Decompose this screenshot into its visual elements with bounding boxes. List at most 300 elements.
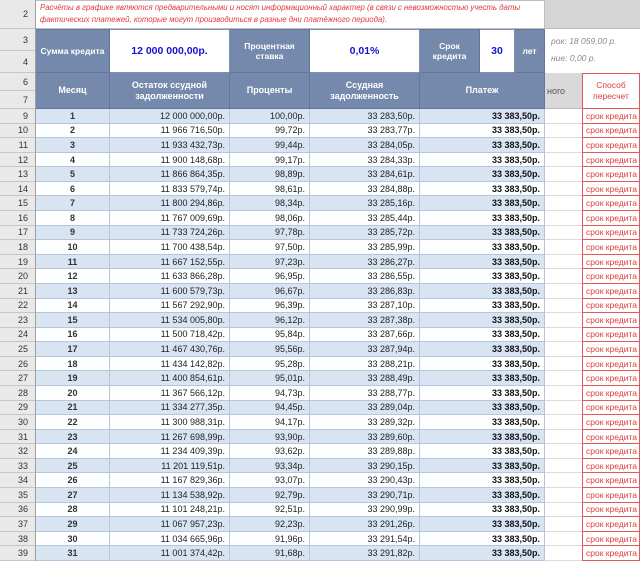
payment-cell[interactable]: 33 383,50р. — [420, 517, 545, 532]
interest-cell[interactable]: 99,72р. — [230, 124, 310, 139]
row-number[interactable]: 7 — [0, 91, 35, 109]
row-number[interactable]: 39 — [0, 546, 35, 561]
interest-cell[interactable]: 98,89р. — [230, 167, 310, 182]
row-number[interactable]: 31 — [0, 430, 35, 445]
principal-cell[interactable]: 33 289,60р. — [310, 430, 420, 445]
row-number[interactable]: 18 — [0, 240, 35, 255]
balance-cell[interactable]: 11 600 579,73р. — [110, 284, 230, 299]
table-row — [36, 240, 640, 255]
spacer-cell[interactable] — [545, 342, 582, 357]
row-number[interactable]: 38 — [0, 532, 35, 547]
loan-term-value[interactable]: 30 — [480, 29, 515, 73]
column-header-interest[interactable]: Проценты — [230, 73, 310, 109]
balance-cell[interactable]: 11 434 142,82р. — [110, 357, 230, 372]
payment-cell[interactable]: 33 383,50р. — [420, 328, 545, 343]
balance-cell[interactable]: 11 500 718,42р. — [110, 328, 230, 343]
row-number[interactable]: 11 — [0, 138, 35, 153]
principal-cell[interactable]: 33 285,99р. — [310, 240, 420, 255]
spacer-cell[interactable] — [545, 503, 582, 518]
month-cell[interactable]: 18 — [36, 357, 110, 372]
row-number[interactable]: 19 — [0, 255, 35, 270]
spacer-cell[interactable] — [545, 488, 582, 503]
month-cell[interactable]: 16 — [36, 328, 110, 343]
payment-cell[interactable]: 33 383,50р. — [420, 546, 545, 561]
month-cell[interactable]: 23 — [36, 430, 110, 445]
row-number[interactable]: 9 — [0, 109, 35, 124]
column-header-payment[interactable]: Платеж — [420, 73, 545, 109]
principal-cell[interactable]: 33 290,43р. — [310, 473, 420, 488]
recalc-method-cell[interactable]: срок кредита — [582, 459, 640, 474]
month-cell[interactable]: 1 — [36, 109, 110, 124]
row-number[interactable]: 27 — [0, 371, 35, 386]
payment-cell[interactable]: 33 383,50р. — [420, 386, 545, 401]
spacer-cell[interactable] — [545, 284, 582, 299]
recalc-method-cell[interactable]: срок кредита — [582, 138, 640, 153]
table-row — [36, 488, 640, 503]
month-cell[interactable]: 30 — [36, 532, 110, 547]
row-number[interactable]: 15 — [0, 196, 35, 211]
recalc-method-cell[interactable]: срок кредита — [582, 182, 640, 197]
principal-cell[interactable]: 33 288,77р. — [310, 386, 420, 401]
interest-cell[interactable]: 95,84р. — [230, 328, 310, 343]
recalc-method-cell[interactable]: срок кредита — [582, 401, 640, 416]
payment-cell[interactable]: 33 383,50р. — [420, 299, 545, 314]
spacer-cell[interactable] — [545, 473, 582, 488]
spacer-cell[interactable] — [545, 517, 582, 532]
side-summary-line1: рок: 18 059,00 р. — [551, 36, 617, 46]
interest-cell[interactable]: 96,12р. — [230, 313, 310, 328]
spacer-cell[interactable] — [545, 255, 582, 270]
recalc-method-cell[interactable]: срок кредита — [582, 284, 640, 299]
recalc-method-cell[interactable]: срок кредита — [582, 444, 640, 459]
table-row — [36, 444, 640, 459]
interest-cell[interactable]: 92,23р. — [230, 517, 310, 532]
spacer-cell[interactable] — [545, 357, 582, 372]
column-header-principal[interactable]: Ссудная задолженность — [310, 73, 420, 109]
balance-cell[interactable]: 11 534 005,80р. — [110, 313, 230, 328]
payment-cell[interactable]: 33 383,50р. — [420, 226, 545, 241]
recalc-method-cell[interactable]: срок кредита — [582, 546, 640, 561]
recalc-method-cell[interactable]: срок кредита — [582, 328, 640, 343]
balance-cell[interactable]: 11 966 716,50р. — [110, 124, 230, 139]
loan-term-unit[interactable]: лет — [515, 29, 545, 73]
recalc-method-cell[interactable]: срок кредита — [582, 357, 640, 372]
interest-cell[interactable]: 96,95р. — [230, 269, 310, 284]
row-number[interactable]: 25 — [0, 342, 35, 357]
table-row — [36, 153, 640, 168]
recalc-method-cell[interactable]: срок кредита — [582, 473, 640, 488]
disclaimer-note[interactable]: Расчёты в графике являются предварительными и носят информационный характер (в связи с невозможностью учесть даты фактических платежей, которые могут производиться в разные дни платёжного периода). — [36, 0, 545, 29]
month-cell[interactable]: 26 — [36, 473, 110, 488]
spacer-cell[interactable] — [545, 153, 582, 168]
balance-cell[interactable]: 11 367 566,12р. — [110, 386, 230, 401]
interest-cell[interactable]: 93,90р. — [230, 430, 310, 445]
month-cell[interactable]: 19 — [36, 371, 110, 386]
table-row — [36, 473, 640, 488]
spacer-cell[interactable] — [545, 196, 582, 211]
recalc-method-cell[interactable]: срок кредита — [582, 503, 640, 518]
principal-cell[interactable]: 33 287,66р. — [310, 328, 420, 343]
recalc-method-cell[interactable]: срок кредита — [582, 226, 640, 241]
row-header-gutter — [0, 0, 36, 561]
spacer-cell[interactable] — [545, 546, 582, 561]
payment-cell[interactable]: 33 383,50р. — [420, 342, 545, 357]
loan-sum-label[interactable]: Сумма кредита — [36, 29, 110, 73]
table-row — [36, 109, 640, 124]
column-header-month[interactable]: Месяц — [36, 73, 110, 109]
balance-cell[interactable]: 11 267 698,99р. — [110, 430, 230, 445]
table-row — [36, 255, 640, 270]
month-cell[interactable]: 31 — [36, 546, 110, 561]
spacer-cell[interactable] — [545, 532, 582, 547]
balance-cell[interactable]: 11 700 438,54р. — [110, 240, 230, 255]
spacer-cell[interactable] — [545, 226, 582, 241]
spacer-cell[interactable] — [545, 328, 582, 343]
interest-cell[interactable]: 95,01р. — [230, 371, 310, 386]
row-number[interactable]: 2 — [0, 0, 35, 29]
column-header-balance[interactable]: Остаток ссудной задолженности — [110, 73, 230, 109]
row-number[interactable]: 13 — [0, 167, 35, 182]
interest-rate-label[interactable]: Процентная ставка — [230, 29, 310, 73]
table-row — [36, 313, 640, 328]
interest-cell[interactable]: 93,34р. — [230, 459, 310, 474]
recalc-method-cell[interactable]: срок кредита — [582, 211, 640, 226]
interest-cell[interactable]: 98,34р. — [230, 196, 310, 211]
row-number[interactable]: 4 — [0, 51, 35, 73]
table-row — [36, 459, 640, 474]
month-cell[interactable]: 14 — [36, 299, 110, 314]
recalc-method-cell[interactable]: срок кредита — [582, 415, 640, 430]
spacer-cell[interactable] — [545, 299, 582, 314]
balance-cell[interactable]: 11 733 724,26р. — [110, 226, 230, 241]
column-header-recalc-method[interactable]: Способ пересчет — [582, 73, 640, 109]
row-number[interactable]: 36 — [0, 503, 35, 518]
recalc-method-cell[interactable]: срок кредита — [582, 488, 640, 503]
spacer-cell[interactable] — [545, 371, 582, 386]
table-header-row — [36, 73, 640, 109]
principal-cell[interactable]: 33 287,10р. — [310, 299, 420, 314]
recalc-method-cell[interactable]: срок кредита — [582, 196, 640, 211]
row-number[interactable]: 10 — [0, 124, 35, 139]
payment-cell[interactable]: 33 383,50р. — [420, 269, 545, 284]
row-number[interactable]: 24 — [0, 328, 35, 343]
balance-cell[interactable]: 11 467 430,76р. — [110, 342, 230, 357]
month-cell[interactable]: 20 — [36, 386, 110, 401]
payment-cell[interactable]: 33 383,50р. — [420, 488, 545, 503]
payment-cell[interactable]: 33 383,50р. — [420, 401, 545, 416]
row-number[interactable]: 37 — [0, 517, 35, 532]
interest-cell[interactable]: 93,07р. — [230, 473, 310, 488]
row-number[interactable]: 23 — [0, 313, 35, 328]
balance-cell[interactable]: 11 034 665,96р. — [110, 532, 230, 547]
interest-cell[interactable]: 96,39р. — [230, 299, 310, 314]
row-number[interactable]: 6 — [0, 73, 35, 91]
table-row — [36, 284, 640, 299]
spacer-cell[interactable] — [545, 124, 582, 139]
principal-cell[interactable]: 33 291,26р. — [310, 517, 420, 532]
row-number[interactable]: 32 — [0, 444, 35, 459]
principal-cell[interactable]: 33 291,82р. — [310, 546, 420, 561]
balance-cell[interactable]: 11 800 294,86р. — [110, 196, 230, 211]
month-cell[interactable]: 9 — [36, 226, 110, 241]
table-row — [36, 124, 640, 139]
disclaimer-row — [36, 0, 640, 29]
payment-cell[interactable]: 33 383,50р. — [420, 459, 545, 474]
principal-cell[interactable]: 33 285,44р. — [310, 211, 420, 226]
principal-cell[interactable]: 33 284,33р. — [310, 153, 420, 168]
interest-cell[interactable]: 97,23р. — [230, 255, 310, 270]
recalc-method-cell[interactable]: срок кредита — [582, 532, 640, 547]
interest-cell[interactable]: 95,28р. — [230, 357, 310, 372]
loan-term-label[interactable]: Срок кредита — [420, 29, 480, 73]
row-number[interactable]: 28 — [0, 386, 35, 401]
row-number[interactable]: 34 — [0, 473, 35, 488]
principal-cell[interactable]: 33 290,71р. — [310, 488, 420, 503]
balance-cell[interactable]: 11 866 864,35р. — [110, 167, 230, 182]
spacer-cell[interactable] — [545, 109, 582, 124]
principal-cell[interactable]: 33 285,72р. — [310, 226, 420, 241]
month-cell[interactable]: 3 — [36, 138, 110, 153]
recalc-method-cell[interactable]: срок кредита — [582, 109, 640, 124]
payment-cell[interactable]: 33 383,50р. — [420, 415, 545, 430]
payment-cell[interactable]: 33 383,50р. — [420, 124, 545, 139]
principal-cell[interactable]: 33 284,88р. — [310, 182, 420, 197]
recalc-method-cell[interactable]: срок кредита — [582, 386, 640, 401]
table-row — [36, 167, 640, 182]
interest-cell[interactable]: 92,51р. — [230, 503, 310, 518]
table-row — [36, 386, 640, 401]
table-row — [36, 401, 640, 416]
principal-cell[interactable]: 33 286,27р. — [310, 255, 420, 270]
month-cell[interactable]: 8 — [36, 211, 110, 226]
table-row — [36, 517, 640, 532]
month-cell[interactable]: 11 — [36, 255, 110, 270]
interest-cell[interactable]: 99,44р. — [230, 138, 310, 153]
balance-cell[interactable]: 11 001 374,42р. — [110, 546, 230, 561]
balance-cell[interactable]: 11 400 854,61р. — [110, 371, 230, 386]
spacer-cell[interactable] — [545, 240, 582, 255]
balance-cell[interactable]: 12 000 000,00р. — [110, 109, 230, 124]
payment-cell[interactable]: 33 383,50р. — [420, 211, 545, 226]
balance-cell[interactable]: 11 767 009,69р. — [110, 211, 230, 226]
spacer-cell[interactable] — [545, 401, 582, 416]
principal-cell[interactable]: 33 288,21р. — [310, 357, 420, 372]
recalc-method-cell[interactable]: срок кредита — [582, 299, 640, 314]
row-number[interactable]: 12 — [0, 153, 35, 168]
spacer-cell[interactable] — [545, 167, 582, 182]
column-header-partial-fragment[interactable]: ного — [545, 73, 582, 109]
recalc-method-cell[interactable]: срок кредита — [582, 517, 640, 532]
principal-cell[interactable]: 33 288,49р. — [310, 371, 420, 386]
spacer-cell[interactable] — [545, 415, 582, 430]
balance-cell[interactable]: 11 101 248,21р. — [110, 503, 230, 518]
recalc-method-cell[interactable]: срок кредита — [582, 342, 640, 357]
spacer-cell[interactable] — [545, 459, 582, 474]
balance-cell[interactable]: 11 300 988,31р. — [110, 415, 230, 430]
table-row — [36, 430, 640, 445]
recalc-method-cell[interactable]: срок кредита — [582, 124, 640, 139]
spacer-cell[interactable] — [545, 313, 582, 328]
row-number[interactable]: 21 — [0, 284, 35, 299]
balance-cell[interactable]: 11 334 277,35р. — [110, 401, 230, 416]
interest-cell[interactable]: 95,56р. — [230, 342, 310, 357]
payment-cell[interactable]: 33 383,50р. — [420, 371, 545, 386]
month-cell[interactable]: 21 — [36, 401, 110, 416]
balance-cell[interactable]: 11 067 957,23р. — [110, 517, 230, 532]
payment-cell[interactable]: 33 383,50р. — [420, 284, 545, 299]
principal-cell[interactable]: 33 285,16р. — [310, 196, 420, 211]
interest-cell[interactable]: 96,67р. — [230, 284, 310, 299]
month-cell[interactable]: 6 — [36, 182, 110, 197]
spacer-cell[interactable] — [545, 444, 582, 459]
table-row — [36, 328, 640, 343]
interest-cell[interactable]: 94,45р. — [230, 401, 310, 416]
payment-cell[interactable]: 33 383,50р. — [420, 357, 545, 372]
recalc-method-cell[interactable]: срок кредита — [582, 255, 640, 270]
principal-cell[interactable]: 33 284,05р. — [310, 138, 420, 153]
recalc-method-cell[interactable]: срок кредита — [582, 240, 640, 255]
table-row — [36, 503, 640, 518]
principal-cell[interactable]: 33 283,77р. — [310, 124, 420, 139]
interest-cell[interactable]: 100,00р. — [230, 109, 310, 124]
balance-cell[interactable]: 11 201 119,51р. — [110, 459, 230, 474]
balance-cell[interactable]: 11 900 148,68р. — [110, 153, 230, 168]
payment-cell[interactable]: 33 383,50р. — [420, 313, 545, 328]
row-number[interactable]: 22 — [0, 299, 35, 314]
payment-cell[interactable]: 33 383,50р. — [420, 153, 545, 168]
month-cell[interactable]: 24 — [36, 444, 110, 459]
table-row — [36, 357, 640, 372]
recalc-method-cell[interactable]: срок кредита — [582, 371, 640, 386]
balance-cell[interactable]: 11 134 538,92р. — [110, 488, 230, 503]
row-number[interactable]: 30 — [0, 415, 35, 430]
month-cell[interactable]: 5 — [36, 167, 110, 182]
month-cell[interactable]: 2 — [36, 124, 110, 139]
month-cell[interactable]: 15 — [36, 313, 110, 328]
interest-cell[interactable]: 91,96р. — [230, 532, 310, 547]
payment-cell[interactable]: 33 383,50р. — [420, 196, 545, 211]
table-row — [36, 546, 640, 561]
payment-cell[interactable]: 33 383,50р. — [420, 532, 545, 547]
principal-cell[interactable]: 33 291,54р. — [310, 532, 420, 547]
recalc-method-cell[interactable]: срок кредита — [582, 167, 640, 182]
balance-cell[interactable]: 11 234 409,39р. — [110, 444, 230, 459]
interest-cell[interactable]: 93,62р. — [230, 444, 310, 459]
month-cell[interactable]: 17 — [36, 342, 110, 357]
balance-cell[interactable]: 11 933 432,73р. — [110, 138, 230, 153]
month-cell[interactable]: 7 — [36, 196, 110, 211]
principal-cell[interactable]: 33 290,15р. — [310, 459, 420, 474]
principal-cell[interactable]: 33 287,94р. — [310, 342, 420, 357]
balance-cell[interactable]: 11 633 866,28р. — [110, 269, 230, 284]
principal-cell[interactable]: 33 286,83р. — [310, 284, 420, 299]
recalc-method-cell[interactable]: срок кредита — [582, 269, 640, 284]
payment-cell[interactable]: 33 383,50р. — [420, 138, 545, 153]
month-cell[interactable]: 22 — [36, 415, 110, 430]
principal-cell[interactable]: 33 286,55р. — [310, 269, 420, 284]
row-number[interactable]: 16 — [0, 211, 35, 226]
interest-cell[interactable]: 92,79р. — [230, 488, 310, 503]
balance-cell[interactable]: 11 833 579,74р. — [110, 182, 230, 197]
spacer-cell[interactable] — [545, 430, 582, 445]
principal-cell[interactable]: 33 284,61р. — [310, 167, 420, 182]
table-body — [36, 109, 640, 561]
balance-cell[interactable]: 11 567 292,90р. — [110, 299, 230, 314]
payment-cell[interactable]: 33 383,50р. — [420, 444, 545, 459]
balance-cell[interactable]: 11 667 152,55р. — [110, 255, 230, 270]
principal-cell[interactable]: 33 290,99р. — [310, 503, 420, 518]
row-number[interactable]: 17 — [0, 226, 35, 241]
month-cell[interactable]: 25 — [36, 459, 110, 474]
month-cell[interactable]: 29 — [36, 517, 110, 532]
principal-cell[interactable]: 33 289,04р. — [310, 401, 420, 416]
interest-cell[interactable]: 98,06р. — [230, 211, 310, 226]
interest-cell[interactable]: 91,68р. — [230, 546, 310, 561]
interest-cell[interactable]: 98,61р. — [230, 182, 310, 197]
row-number[interactable]: 29 — [0, 401, 35, 416]
top-right-spacer — [545, 0, 640, 29]
recalc-method-cell[interactable]: срок кредита — [582, 313, 640, 328]
principal-cell[interactable]: 33 289,32р. — [310, 415, 420, 430]
payment-cell[interactable]: 33 383,50р. — [420, 240, 545, 255]
loan-params-row — [36, 29, 640, 73]
spacer-cell[interactable] — [545, 269, 582, 284]
spacer-cell[interactable] — [545, 138, 582, 153]
principal-cell[interactable]: 33 289,88р. — [310, 444, 420, 459]
interest-cell[interactable]: 94,17р. — [230, 415, 310, 430]
payment-cell[interactable]: 33 383,50р. — [420, 430, 545, 445]
row-number[interactable]: 26 — [0, 357, 35, 372]
loan-sum-value[interactable]: 12 000 000,00р. — [110, 29, 230, 73]
interest-cell[interactable]: 94,73р. — [230, 386, 310, 401]
interest-cell[interactable]: 97,78р. — [230, 226, 310, 241]
principal-cell[interactable]: 33 287,38р. — [310, 313, 420, 328]
payment-cell[interactable]: 33 383,50р. — [420, 109, 545, 124]
table-row — [36, 532, 640, 547]
balance-cell[interactable]: 11 167 829,36р. — [110, 473, 230, 488]
month-cell[interactable]: 28 — [36, 503, 110, 518]
side-summary-line2: ние: 0,00 р. — [551, 52, 596, 63]
payment-cell[interactable]: 33 383,50р. — [420, 182, 545, 197]
row-number[interactable]: 20 — [0, 269, 35, 284]
spacer-cell[interactable] — [545, 211, 582, 226]
payment-cell[interactable]: 33 383,50р. — [420, 503, 545, 518]
month-cell[interactable]: 4 — [36, 153, 110, 168]
principal-cell[interactable]: 33 283,50р. — [310, 109, 420, 124]
row-number[interactable]: 35 — [0, 488, 35, 503]
month-cell[interactable]: 13 — [36, 284, 110, 299]
interest-cell[interactable]: 99,17р. — [230, 153, 310, 168]
month-cell[interactable]: 10 — [36, 240, 110, 255]
row-number[interactable]: 14 — [0, 182, 35, 197]
spacer-cell[interactable] — [545, 386, 582, 401]
month-cell[interactable]: 12 — [36, 269, 110, 284]
interest-rate-value[interactable]: 0,01% — [310, 29, 420, 73]
payment-cell[interactable]: 33 383,50р. — [420, 255, 545, 270]
row-number[interactable]: 33 — [0, 459, 35, 474]
row-number[interactable]: 3 — [0, 29, 35, 51]
payment-cell[interactable]: 33 383,50р. — [420, 167, 545, 182]
spacer-cell[interactable] — [545, 182, 582, 197]
month-cell[interactable]: 27 — [36, 488, 110, 503]
table-row — [36, 226, 640, 241]
recalc-method-cell[interactable]: срок кредита — [582, 430, 640, 445]
payment-cell[interactable]: 33 383,50р. — [420, 473, 545, 488]
sheet-grid — [36, 0, 640, 561]
interest-cell[interactable]: 97,50р. — [230, 240, 310, 255]
recalc-method-cell[interactable]: срок кредита — [582, 153, 640, 168]
table-row — [36, 138, 640, 153]
